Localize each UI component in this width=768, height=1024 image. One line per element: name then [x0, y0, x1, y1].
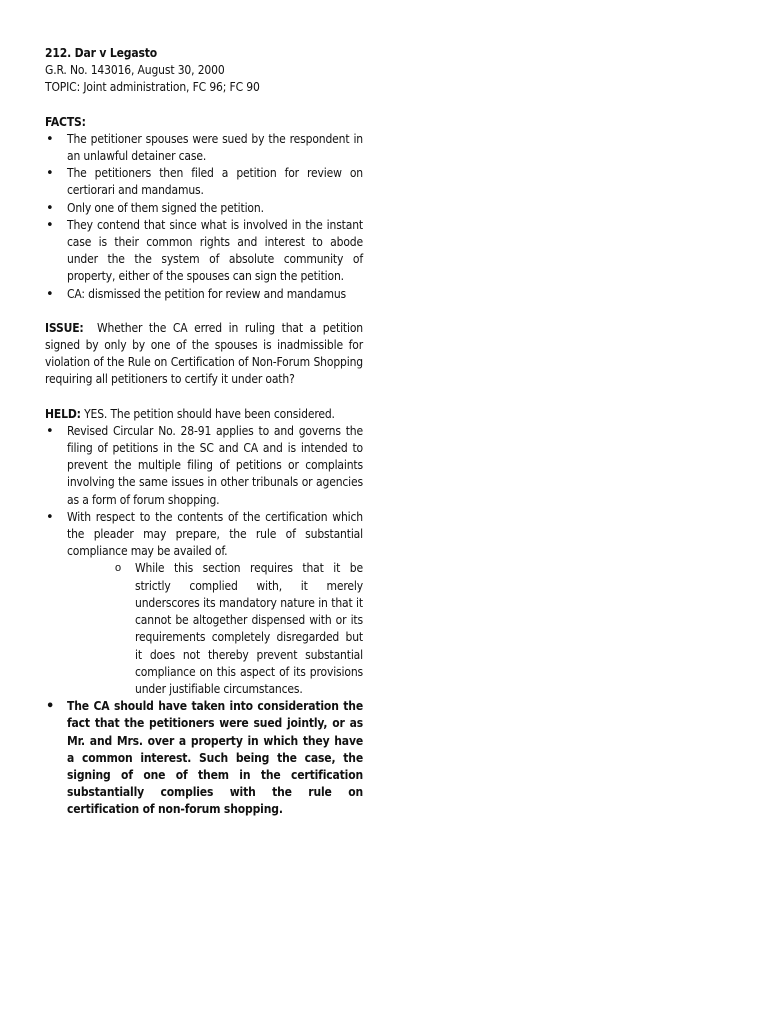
held-heading: HELD:	[45, 406, 81, 421]
held-conclusion: • The CA should have taken into consideration the fact that the petitioners were sued jointly, or as Mr. and Mrs. over a property in which they have a common interest. Such being the case, the signing of one of them in the certification substantially complies with the rule on certification of non-forum shopping.	[45, 698, 363, 818]
held-subitem: o While this section requires that it be strictly complied with, it merely underscores its mandatory nature in that it cannot be altogether dispensed with or its requirements completely disregarded but it does not thereby prevent substantial compliance on this aspect of its provisions under justifiable circumstances.	[45, 560, 363, 698]
held-text: YES. The petition should have been considered.	[84, 406, 335, 421]
facts-item: • They contend that since what is involved in the instant case is their common rights and interest to abode under the the system of absolute community of property, either of the spouses can sign the petition.	[45, 217, 363, 286]
facts-item: • The petitioners then filed a petition for review on certiorari and mandamus.	[45, 165, 363, 199]
held-item: • With respect to the contents of the certification which the pleader may prepare, the rule of substantial compliance may be availed of.	[45, 509, 363, 561]
held-paragraph	[45, 406, 363, 423]
spacer	[45, 303, 363, 320]
facts-item: • Only one of them signed the petition.	[45, 200, 363, 217]
facts-list	[45, 131, 363, 303]
case-title: 212. Dar v Legasto	[45, 46, 158, 60]
held-item: • Revised Circular No. 28-91 applies to and governs the filing of petitions in the SC and CA and is intended to prevent the multiple filing of petitions or complaints involving the same issues in other tribunals or agencies as a form of forum shopping.	[45, 423, 363, 509]
facts-item: • CA: dismissed the petition for review and mandamus	[45, 286, 363, 303]
facts-item: • The petitioner spouses were sued by the respondent in an unlawful detainer case.	[45, 131, 363, 165]
case-digest-document	[45, 45, 363, 819]
case-topic: TOPIC: Joint administration, FC 96; FC 90	[45, 80, 260, 95]
issue-heading: ISSUE:	[45, 320, 84, 335]
issue-text: Whether the CA erred in ruling that a petition signed by only by one of the spouses is inadmissible for violation of the Rule on Certification of Non-Forum Shopping requiring all petitioners to certify it under oath?	[45, 320, 363, 387]
facts-heading: FACTS:	[45, 114, 86, 129]
issue-paragraph	[45, 320, 363, 389]
spacer	[45, 97, 363, 114]
held-conclusion-list	[45, 698, 363, 818]
held-list	[45, 423, 363, 561]
spacer	[45, 389, 363, 406]
held-sublist	[45, 560, 363, 698]
case-gr-number: G.R. No. 143016, August 30, 2000	[45, 63, 225, 78]
